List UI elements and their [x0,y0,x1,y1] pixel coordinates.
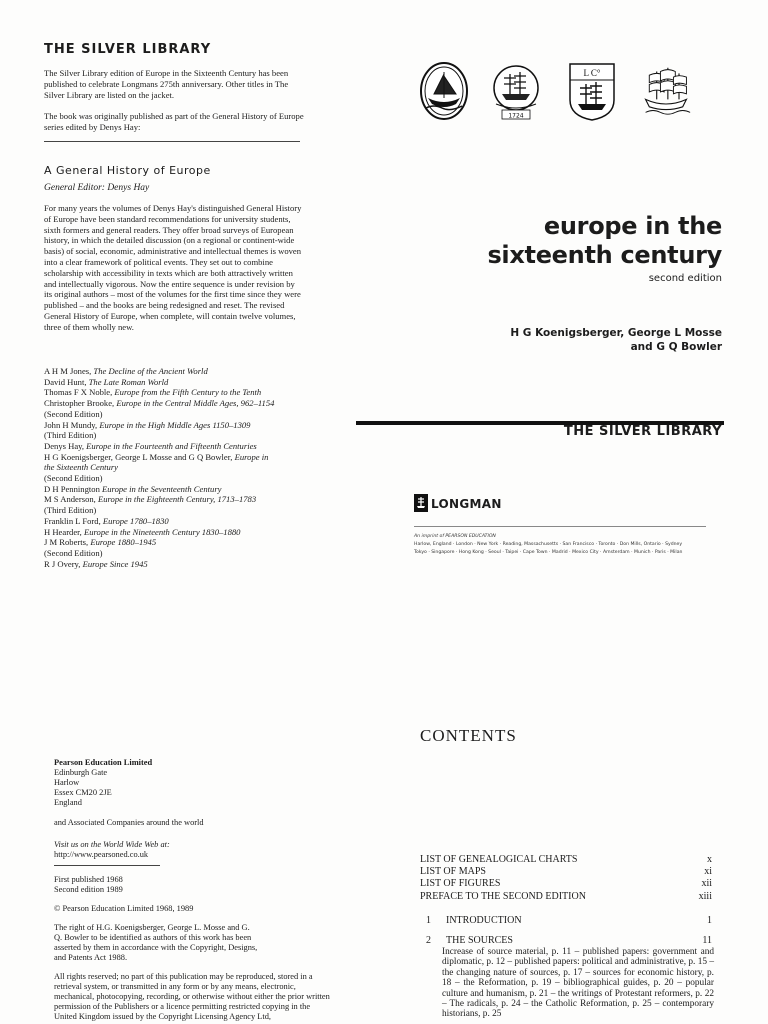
rights-reserved: All rights reserved; no part of this publication may be reproduced, stored in a retrieval system, or transmitted in any form or by any means, electronic, mechanical, photocopying, recording, or otherwise without either the prior written permission of the Publishers or a licence permitting restricted copying in the United Kingdom issued by the Copyright Licensing Agency Ltd, [54,972,330,1021]
toc-page-number: xii [701,878,712,890]
longman-name: LONGMAN [431,497,502,511]
chapter-number: 2 [426,935,431,947]
associated-companies: and Associated Companies around the world [54,818,204,827]
toc-label: PREFACE TO THE SECOND EDITION [420,890,586,902]
volume-entry [44,516,314,527]
svg-text:L C°: L C° [583,68,601,78]
toc-page-number: x [707,854,712,865]
volume-entry [44,559,314,570]
toc-entry[interactable] [420,866,712,878]
book-title [487,212,722,284]
seals-row [418,60,718,126]
volume-entry [44,441,314,452]
volume-entry [44,420,314,431]
volume-author: Denys Hay, [44,440,87,451]
first-published: First published 1968 [54,875,123,884]
volume-author: D H Pennington [44,483,103,494]
silver-note-2: The book was originally published as part of the General History of Europe series edited by Denys Hay: [44,111,304,132]
volume-edition-note: (Third Edition) [44,505,97,516]
contents-heading: CONTENTS [420,726,517,745]
imprint-line: An imprint of PEARSON EDUCATION [414,534,496,539]
volume-author: Franklin L Ford, [44,515,103,526]
authors [510,326,722,354]
volume-author: Christopher Brooke, [44,398,117,409]
volume-title: Europe in the Eighteenth Century, 1713–1783 [97,494,257,505]
divider [414,526,706,527]
longman-ship-icon [414,494,428,512]
toc-page-number: xi [704,866,712,878]
imprint-block [414,533,682,557]
silver-library-heading: THE SILVER LIBRARY [44,42,212,57]
volume-entry [44,452,314,463]
publisher-url[interactable]: http://www.pearsoned.co.uk [54,850,149,859]
volume-edition-note: (Third Edition) [44,430,97,441]
rights-assertion: The right of H.G. Koenigsberger, George L. Mosse and G. Q. Bowler to be identified as authors of this work has been asserted by them in accordance with the Copyright, Designs, and Patents Act 1988. [54,923,258,962]
toc-label: LIST OF GENEALOGICAL CHARTS [420,854,578,865]
address-line: Essex CM20 2JE [54,788,112,797]
volume-author: R J Overy, [44,558,83,569]
svg-text:1724: 1724 [508,112,524,120]
volume-title: Europe in the Central Middle Ages, 962–1154 [116,398,275,409]
toc-label: LIST OF FIGURES [420,878,501,890]
volume-title: Europe in the Nineteenth Century 1830–1880 [83,526,241,537]
volume-edition-note: (Second Edition) [44,473,103,484]
silver-note-1: The Silver Library edition of Europe in the Sixteenth Century has been published to celebrate Longmans 275th anniversary. Other titles in The Silver Library are listed on the jacket. [44,68,289,100]
volume-entry [44,537,314,548]
address-line: Harlow [54,778,80,787]
volume-edition-note: (Second Edition) [44,408,103,419]
publisher-block [54,758,334,1022]
address-line: England [54,798,82,807]
address-line: Edinburgh Gate [54,768,108,777]
toc-chapter[interactable] [420,935,712,947]
toc-page-number: xiii [698,890,712,902]
cities-line-1: Harlow, England · London · New York · Reading, Massachusetts · San Francisco · Toronto · Don Mills, Ontario · Sydney [414,542,683,547]
publisher-address [54,768,334,808]
edition-label: second edition [648,273,722,284]
volume-entry [44,494,314,505]
chapter-title: INTRODUCTION [446,914,522,926]
volume-author: John H Mundy, [44,419,100,430]
toc-entry[interactable] [420,878,712,890]
series-description: For many years the volumes of Denys Hay's distinguished General History of Europe have been standard recommendations for university students, sixth formers and general readers. They offer broad surveys of European history, in which the detailed discussion (on a regional or continent-wide basis) of social, economic, administrative and intellectual themes is woven into a clear framework of political events. They set out to combine scholarship with accessibility in texts which are both attractively written and intellectually vigorous. Now the entire sequence is under revision by its original authors – most of the volumes for the first time since they were published – and the books are being redesigned and reset. The revised General History of Europe, when complete, will contain twelve volumes, three of them wholly new. [44,203,302,332]
silver-library-imprint: THE SILVER LIBRARY [563,424,722,439]
volume-author: David Hunt, [44,376,89,387]
toc-page-number: 1 [707,914,712,926]
publisher-name: Pearson Education Limited [54,758,153,767]
volume-title-cont: the Sixteenth Century [44,462,118,473]
toc-label: LIST OF MAPS [420,866,486,878]
divider [44,141,300,142]
volume-author: J M Roberts, [44,537,91,548]
divider [54,865,160,866]
volume-title: The Decline of the Ancient World [93,366,208,376]
volume-title: Europe 1780–1830 [102,515,169,526]
volume-entry [44,377,314,388]
volume-title: Europe from the Fifth Century to the Tenth [114,387,262,398]
ship-seal-4-icon [640,60,692,122]
ship-seal-3-icon [566,60,618,122]
volume-title: Europe in the Fourteenth and Fifteenth Centuries [86,440,257,451]
toc-chapter[interactable] [420,915,712,927]
toc-entry[interactable] [420,891,712,903]
copyright-line: © Pearson Education Limited 1968, 1989 [54,904,194,913]
chapter-number: 1 [426,914,431,926]
volume-author: H G Koenigsberger, George L Mosse and G Q Bowler, [44,451,235,462]
visit-web-label: Visit us on the World Wide Web at: [54,840,170,849]
volume-author: Thomas F X Noble, [44,387,115,398]
chapter-title: THE SOURCES [446,935,513,947]
volume-title: Europe in [234,451,269,462]
volume-title: Europe in the Seventeenth Century [102,483,222,494]
volume-edition-note: (Second Edition) [44,547,103,558]
volume-author: H Hearder, [44,526,84,537]
volume-entry [44,484,314,495]
volume-entry [44,366,314,377]
toc-page-number: 11 [702,935,712,947]
ship-seal-2-icon [490,60,542,122]
volume-list [44,366,314,569]
second-edition-date: Second edition 1989 [54,885,123,894]
chapter-2-description: Increase of source material, p. 11 – published papers: government and diplomatic, p. 12 – published papers: political and administrative, p. 15 – the changing nature of sources, p. 17 – sources for economic history, p. 18 – the Reformation, p. 19 – bibliographical guides, p. 20 – popular culture and humanism, p. 21 – the writings of Protestant reformers, p. 22 – The radicals, p. 24 – the Catholic Reformation, p. 25 – contemporary historians, p. 25 [442,947,714,1020]
volume-entry [44,527,314,538]
volume-title: Europe 1880–1945 [90,537,157,548]
table-of-contents [420,854,712,947]
ship-seal-1-icon [418,60,470,122]
title-line-1: europe in the [543,212,722,240]
authors-line-1: H G Koenigsberger, George L Mosse [510,327,722,339]
volume-author: A H M Jones, [44,366,94,376]
volume-entry [44,387,314,398]
toc-entry[interactable] [420,854,712,866]
volume-title: Europe Since 1945 [82,558,148,569]
volume-title: Europe in the High Middle Ages 1150–1309 [99,419,251,430]
volume-author: M S Anderson, [44,494,98,505]
cities-line-2: Tokyo · Singapore · Hong Kong · Seoul · Taipei · Cape Town · Madrid · Mexico City · Amsterdam · Munich · Paris · Milan [414,550,683,555]
title-line-2: sixteenth century [487,241,722,269]
series-title: A General History of Europe [44,164,211,177]
general-editor: General Editor: Denys Hay [44,183,150,193]
volume-entry [44,398,314,409]
volume-title: The Late Roman World [88,376,169,387]
authors-line-2: and G Q Bowler [630,341,722,353]
